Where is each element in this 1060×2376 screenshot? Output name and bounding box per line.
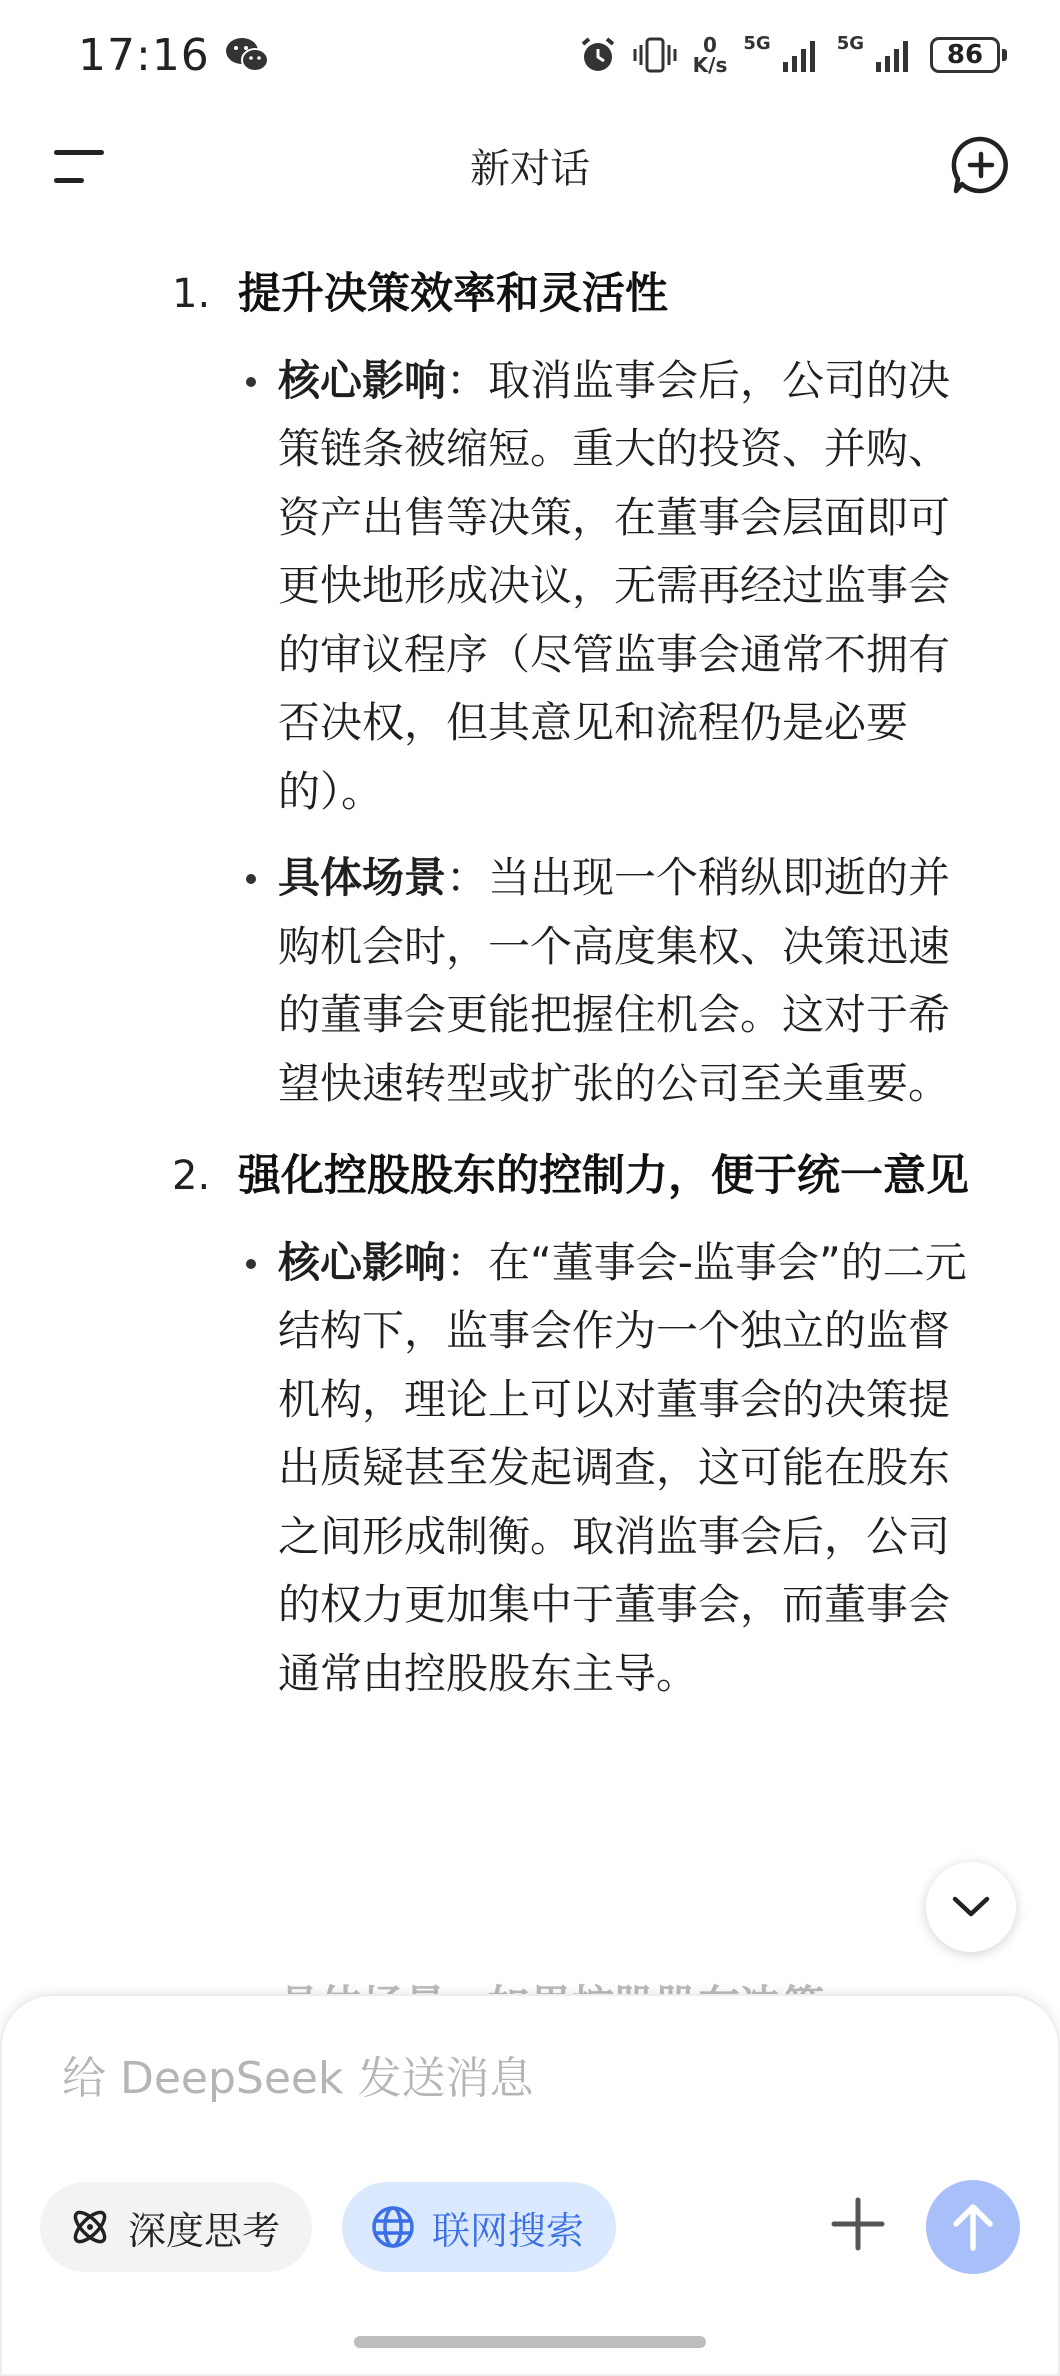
vibrate-icon (633, 35, 677, 75)
chat-content (0, 260, 1060, 1708)
message-input[interactable] (60, 2038, 960, 2118)
section-heading: 提升决策效率和灵活性 (238, 269, 668, 319)
deep-think-button[interactable] (40, 2182, 312, 2272)
atom-icon (68, 2205, 112, 2249)
net-speed (693, 35, 728, 75)
list-item (238, 347, 984, 827)
menu-icon[interactable] (52, 146, 108, 186)
signal-icon (781, 38, 821, 72)
chevron-down-icon (951, 1895, 991, 1919)
section-heading: 强化控股股东的控制力，便于统一意见 (238, 1151, 969, 1201)
bullet-text: 当出现一个稍纵即逝的并购机会时，一个高度集权、决策迅速的董事会更能把握住机会。这对于希望快速转型或扩张的公司至关重要。 (278, 853, 951, 1108)
page-title: 新对话 (470, 145, 590, 192)
bullet-dot (246, 1259, 256, 1269)
scroll-down-button[interactable] (926, 1862, 1016, 1952)
bullet-separator: ： (446, 1237, 489, 1287)
battery-icon: 86 (930, 37, 1000, 73)
net-speed-unit: K/s (692, 53, 728, 77)
list-section-1 (0, 260, 1060, 1118)
home-indicator (354, 2336, 706, 2348)
plus-icon[interactable] (828, 2194, 888, 2254)
section-number: 2. (172, 1153, 211, 1199)
section-number: 1. (172, 271, 211, 317)
bullet-text: 在“董事会-监事会”的二元结构下，监事会作为一个独立的监督机构，理论上可以对董事会的决策提出质疑甚至发起调查，这可能在股东之间形成制衡。取消监事会后，公司的权力更加集中于董事会，而董事会通常由控股股东主导。 (278, 1237, 967, 1698)
send-button[interactable] (926, 2180, 1020, 2274)
list-item (238, 1229, 984, 1709)
signal-1-label: 5G (743, 32, 771, 54)
list-section-2 (0, 1142, 1060, 1708)
signal-2-label: 5G (836, 32, 864, 54)
message-composer (0, 1994, 1060, 2376)
bullet-separator: ： (446, 853, 489, 902)
bullet-label: 核心影响 (278, 1237, 447, 1287)
list-item (238, 844, 984, 1118)
bullet-label: 核心影响 (278, 355, 447, 405)
bullet-separator: ： (446, 355, 489, 405)
bullet-dot (246, 874, 256, 884)
deep-think-label: 深度思考 (128, 2208, 281, 2253)
net-speed-value: 0 (703, 33, 717, 57)
status-time: 17:16 (78, 29, 210, 81)
globe-icon (370, 2204, 416, 2250)
status-icons (579, 32, 1000, 77)
bullet-label: 具体场景 (278, 853, 447, 902)
signal-icon (874, 38, 914, 72)
status-bar (0, 0, 1060, 110)
alarm-icon (579, 36, 617, 74)
web-search-label: 联网搜索 (432, 2208, 585, 2253)
bullet-text: 取消监事会后，公司的决策链条被缩短。重大的投资、并购、资产出售等决策，在董事会层面即可更快地形成决议，无需再经过监事会的审议程序（尽管监事会通常不拥有否决权，但其意见和流程仍是必要的）。 (278, 355, 951, 816)
bullet-dot (246, 377, 256, 387)
arrow-up-icon (950, 2202, 996, 2252)
web-search-button[interactable] (342, 2182, 616, 2272)
top-nav (0, 110, 1060, 220)
wechat-icon (224, 35, 270, 75)
new-chat-icon[interactable] (950, 134, 1012, 196)
